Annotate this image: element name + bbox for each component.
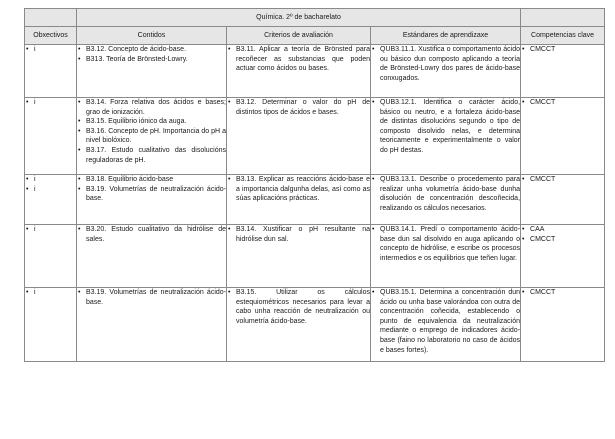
standard-item: • QUB3.13.1. Describe o procedemento para realizar unha volumetría ácido-base dunha disolución de concentración descoñecida, realizando os cálculos necesarios. <box>371 175 520 213</box>
standards-cell <box>371 98 521 175</box>
objective-item: • i <box>25 45 76 55</box>
objective-item: • i <box>25 175 76 185</box>
content-item: • B3.18. Equilibrio ácido-base <box>77 175 226 185</box>
criteria-cell <box>227 288 371 362</box>
content-item: • B3.14. Forza relativa dos ácidos e bases; grao de ionización. <box>77 98 226 117</box>
criterion-item: • B3.13. Explicar as reaccións ácido-base e a importancia dalgunha delas, así como as súas aplicacións prácticas. <box>227 175 370 204</box>
competence-item: • CMCCT <box>521 45 604 55</box>
contents-cell <box>77 288 227 362</box>
table-row <box>25 175 605 225</box>
competence-item: • CMCCT <box>521 98 604 108</box>
content-item: • B313. Teoría de Brönsted-Lowry. <box>77 55 226 65</box>
table-row <box>25 45 605 98</box>
content-item: • B3.19. Volumetrías de neutralización ácido-base. <box>77 185 226 204</box>
corner-cell <box>25 9 77 27</box>
table-title: Química. 2º de bacharelato <box>77 9 521 27</box>
standards-cell <box>371 288 521 362</box>
contents-cell <box>77 175 227 225</box>
curriculum-table <box>24 8 605 362</box>
table-title-row <box>25 9 605 27</box>
standards-cell <box>371 45 521 98</box>
content-item: • B3.15. Equilibrio iónico da auga. <box>77 117 226 127</box>
table-header-row <box>25 27 605 45</box>
table-row <box>25 288 605 362</box>
table-row <box>25 98 605 175</box>
objectives-cell <box>25 225 77 288</box>
competence-item: • CMCCT <box>521 175 604 185</box>
objectives-cell <box>25 45 77 98</box>
criterion-item: • B3.14. Xustificar o pH resultante na hidrólise dun sal. <box>227 225 370 244</box>
objective-item: • i <box>25 225 76 235</box>
criteria-cell <box>227 175 371 225</box>
content-item: • B3.19. Volumetrías de neutralización ácido-base. <box>77 288 226 307</box>
content-item: • B3.17. Estudo cualitativo das disolucións reguladoras de pH. <box>77 146 226 165</box>
objectives-cell <box>25 98 77 175</box>
table-row <box>25 225 605 288</box>
objective-item: • i <box>25 98 76 108</box>
contents-cell <box>77 98 227 175</box>
competences-cell <box>521 98 605 175</box>
criteria-cell <box>227 225 371 288</box>
competences-cell <box>521 225 605 288</box>
competences-cell <box>521 175 605 225</box>
standard-item: • QUB3.15.1. Determina a concentración dun ácido ou unha base valorándoa con outra de concentración coñecida, establecendo o punto de equivalencia da neutralización mediante o emprego de indicadores ácido-base (faino no laboratorio no caso de ácidos e bases fortes). <box>371 288 520 355</box>
objective-item: • i <box>25 288 76 298</box>
criteria-cell <box>227 45 371 98</box>
standard-item: • QUB3.14.1. Predí o comportamento ácido-base dun sal disolvido en auga aplicando o concepto de hidrólise, e escribe os procesos intermedios e os equilibrios que teñen lugar. <box>371 225 520 263</box>
header-contents: Contidos <box>77 27 227 45</box>
criterion-item: • B3.12. Determinar o valor do pH de distintos tipos de ácidos e bases. <box>227 98 370 117</box>
content-item: • B3.20. Estudo cualitativo da hidrólise de sales. <box>77 225 226 244</box>
content-item: • B3.16. Concepto de pH. Importancia do pH a nivel biolóxico. <box>77 127 226 146</box>
standards-cell <box>371 225 521 288</box>
contents-cell <box>77 45 227 98</box>
standard-item: • QUB3.12.1. Identifica o carácter ácido, básico ou neutro, e a fortaleza ácido-base de distintas disolucións segundo o tipo de composto disolvido nelas, e determina teoricamente e experimentalmente o valor do pH destas. <box>371 98 520 156</box>
objectives-cell <box>25 175 77 225</box>
competences-cell <box>521 288 605 362</box>
criteria-cell <box>227 98 371 175</box>
contents-cell <box>77 225 227 288</box>
header-criteria: Criterios de avaliación <box>227 27 371 45</box>
corner-cell-right <box>521 9 605 27</box>
header-objectives: Obxectivos <box>25 27 77 45</box>
competence-item: • CAA <box>521 225 604 235</box>
header-standards: Estándares de aprendizaxe <box>371 27 521 45</box>
criterion-item: • B3.11. Aplicar a teoría de Brönsted para recoñecer as substancias que poden actuar como ácidos ou bases. <box>227 45 370 74</box>
content-item: • B3.12. Concepto de ácido-base. <box>77 45 226 55</box>
standards-cell <box>371 175 521 225</box>
competence-item: • CMCCT <box>521 235 604 245</box>
objective-item: • i <box>25 185 76 195</box>
standard-item: • QUB3.11.1. Xustifica o comportamento ácido ou básico dun composto aplicando a teoría de Brönsted-Lowry dos pares de ácido-base conxugados. <box>371 45 520 83</box>
competence-item: • CMCCT <box>521 288 604 298</box>
header-competences: Competencias clave <box>521 27 605 45</box>
competences-cell <box>521 45 605 98</box>
criterion-item: • B3.15. Utilizar os cálculos estequiométricos necesarios para levar a cabo unha reacción de neutralización ou volumetría ácido-base. <box>227 288 370 326</box>
objectives-cell <box>25 288 77 362</box>
